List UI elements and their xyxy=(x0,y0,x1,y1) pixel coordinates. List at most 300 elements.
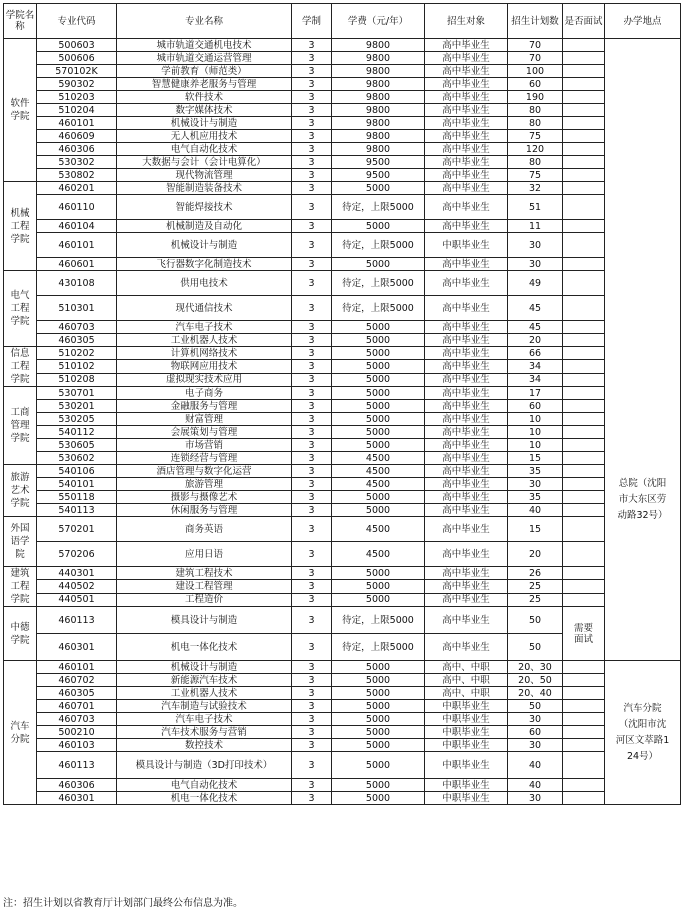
interview-cell xyxy=(563,517,605,542)
major-code: 460103 xyxy=(37,739,117,752)
study-years: 3 xyxy=(292,117,332,130)
interview-cell xyxy=(563,347,605,360)
table-row xyxy=(4,687,681,700)
interview-cell xyxy=(563,700,605,713)
enrollment-target: 中职毕业生 xyxy=(425,713,508,726)
enrollment-target: 高中毕业生 xyxy=(425,182,508,195)
major-code: 590302 xyxy=(37,78,117,91)
major-code: 510202 xyxy=(37,347,117,360)
table-row xyxy=(4,752,681,779)
major-code: 530302 xyxy=(37,156,117,169)
table-row xyxy=(4,220,681,233)
tuition-fee: 4500 xyxy=(332,517,425,542)
interview-cell xyxy=(563,321,605,334)
major-code: 460101 xyxy=(37,117,117,130)
interview-cell xyxy=(563,117,605,130)
tuition-fee: 5000 xyxy=(332,700,425,713)
enrollment-target: 高中毕业生 xyxy=(425,39,508,52)
major-code: 540113 xyxy=(37,504,117,517)
study-years: 3 xyxy=(292,360,332,373)
tuition-fee: 9800 xyxy=(332,39,425,52)
interview-cell xyxy=(563,258,605,271)
plan-count: 120 xyxy=(508,143,563,156)
major-code: 540112 xyxy=(37,426,117,439)
interview-cell xyxy=(563,387,605,400)
tuition-fee: 5000 xyxy=(332,426,425,439)
major-code: 540101 xyxy=(37,478,117,491)
table-row xyxy=(4,91,681,104)
table-row xyxy=(4,713,681,726)
major-code: 510102 xyxy=(37,360,117,373)
major-name: 城市轨道交通运营管理 xyxy=(117,52,292,65)
enrollment-target: 高中毕业生 xyxy=(425,593,508,606)
study-years: 3 xyxy=(292,169,332,182)
table-row xyxy=(4,739,681,752)
tuition-fee: 5000 xyxy=(332,504,425,517)
interview-cell xyxy=(563,580,605,593)
plan-count: 100 xyxy=(508,65,563,78)
major-name: 数字媒体技术 xyxy=(117,104,292,117)
college-label: 汽车分院 xyxy=(10,720,30,745)
enrollment-target: 高中毕业生 xyxy=(425,517,508,542)
table-row xyxy=(4,491,681,504)
major-name: 无人机应用技术 xyxy=(117,130,292,143)
college-name xyxy=(4,271,37,347)
tuition-fee: 5000 xyxy=(332,439,425,452)
study-years: 3 xyxy=(292,779,332,792)
tuition-fee: 5000 xyxy=(332,674,425,687)
header-cell: 是否面试 xyxy=(563,4,605,39)
enrollment-target: 高中毕业生 xyxy=(425,373,508,386)
college-name xyxy=(4,567,37,607)
major-name: 汽车技术服务与营销 xyxy=(117,726,292,739)
study-years: 3 xyxy=(292,39,332,52)
enrollment-target: 高中毕业生 xyxy=(425,413,508,426)
enrollment-target: 高中毕业生 xyxy=(425,130,508,143)
major-code: 460703 xyxy=(37,321,117,334)
college-name xyxy=(4,387,37,465)
enrollment-target: 中职毕业生 xyxy=(425,233,508,258)
tuition-fee: 5000 xyxy=(332,334,425,347)
study-years: 3 xyxy=(292,334,332,347)
major-code: 460609 xyxy=(37,130,117,143)
study-years: 3 xyxy=(292,156,332,169)
enrollment-target: 中职毕业生 xyxy=(425,726,508,739)
header-cell: 招生对象 xyxy=(425,4,508,39)
major-code: 550118 xyxy=(37,491,117,504)
college-name xyxy=(4,517,37,567)
table-row xyxy=(4,400,681,413)
study-years: 3 xyxy=(292,400,332,413)
college-label: 外国语学院 xyxy=(10,523,30,560)
major-code: 460101 xyxy=(37,233,117,258)
plan-count: 30 xyxy=(508,478,563,491)
college-label: 信息工程学院 xyxy=(10,348,30,385)
study-years: 3 xyxy=(292,78,332,91)
major-code: 460301 xyxy=(37,634,117,661)
study-years: 3 xyxy=(292,478,332,491)
plan-count: 11 xyxy=(508,220,563,233)
interview-cell xyxy=(563,39,605,52)
study-years: 3 xyxy=(292,504,332,517)
table-row xyxy=(4,271,681,296)
study-years: 3 xyxy=(292,271,332,296)
enrollment-target: 高中、中职 xyxy=(425,661,508,674)
tuition-fee: 5000 xyxy=(332,413,425,426)
major-name: 供用电技术 xyxy=(117,271,292,296)
major-code: 460110 xyxy=(37,195,117,220)
enrollment-target: 中职毕业生 xyxy=(425,792,508,805)
plan-count: 45 xyxy=(508,296,563,321)
major-code: 460113 xyxy=(37,607,117,634)
study-years: 3 xyxy=(292,580,332,593)
enrollment-target: 高中毕业生 xyxy=(425,491,508,504)
major-code: 440501 xyxy=(37,593,117,606)
college-label: 机械工程学院 xyxy=(10,207,30,245)
college-label: 工商管理学院 xyxy=(10,407,30,444)
college-label: 软件学院 xyxy=(10,98,30,122)
tuition-fee: 待定，上限5000 xyxy=(332,195,425,220)
table-row xyxy=(4,258,681,271)
major-name: 应用日语 xyxy=(117,542,292,567)
interview-cell xyxy=(563,687,605,700)
enrollment-target: 高中毕业生 xyxy=(425,426,508,439)
tuition-fee: 5000 xyxy=(332,373,425,386)
plan-count: 30 xyxy=(508,233,563,258)
college-name xyxy=(4,661,37,805)
interview-cell xyxy=(563,195,605,220)
tuition-fee: 5000 xyxy=(332,258,425,271)
study-years: 3 xyxy=(292,347,332,360)
major-name: 新能源汽车技术 xyxy=(117,674,292,687)
study-years: 3 xyxy=(292,439,332,452)
table-row xyxy=(4,792,681,805)
study-years: 3 xyxy=(292,220,332,233)
major-name: 汽车制造与试验技术 xyxy=(117,700,292,713)
plan-count: 20、50 xyxy=(508,674,563,687)
plan-count: 34 xyxy=(508,373,563,386)
enrollment-target: 高中毕业生 xyxy=(425,360,508,373)
table-row xyxy=(4,233,681,258)
plan-count: 10 xyxy=(508,439,563,452)
major-name: 机械设计与制造 xyxy=(117,661,292,674)
header-row xyxy=(4,4,681,39)
major-code: 440301 xyxy=(37,567,117,580)
major-name: 工业机器人技术 xyxy=(117,334,292,347)
interview-cell xyxy=(563,792,605,805)
study-years: 3 xyxy=(292,321,332,334)
header-cell: 专业名称 xyxy=(117,4,292,39)
study-years: 3 xyxy=(292,567,332,580)
enrollment-target: 高中毕业生 xyxy=(425,478,508,491)
major-name: 建设工程管理 xyxy=(117,580,292,593)
major-name: 飞行器数字化制造技术 xyxy=(117,258,292,271)
plan-count: 20、30 xyxy=(508,661,563,674)
major-name: 财富管理 xyxy=(117,413,292,426)
tuition-fee: 待定，上限5000 xyxy=(332,271,425,296)
college-name xyxy=(4,607,37,661)
tuition-fee: 9500 xyxy=(332,169,425,182)
interview-cell xyxy=(563,296,605,321)
plan-count: 26 xyxy=(508,567,563,580)
plan-count: 50 xyxy=(508,607,563,634)
major-name: 酒店管理与数字化运营 xyxy=(117,465,292,478)
interview-cell xyxy=(563,661,605,674)
major-code: 510301 xyxy=(37,296,117,321)
enrollment-target: 高中毕业生 xyxy=(425,607,508,634)
enrollment-target: 高中毕业生 xyxy=(425,567,508,580)
interview-cell xyxy=(563,465,605,478)
interview-label: 需要面试 xyxy=(573,622,593,645)
plan-count: 51 xyxy=(508,195,563,220)
major-name: 电气自动化技术 xyxy=(117,779,292,792)
study-years: 3 xyxy=(292,182,332,195)
major-name: 数控技术 xyxy=(117,739,292,752)
tuition-fee: 5000 xyxy=(332,580,425,593)
enrollment-target: 高中毕业生 xyxy=(425,334,508,347)
table-body xyxy=(4,39,681,805)
tuition-fee: 5000 xyxy=(332,713,425,726)
major-name: 工程造价 xyxy=(117,593,292,606)
plan-count: 34 xyxy=(508,360,563,373)
interview-cell xyxy=(563,91,605,104)
major-name: 摄影与摄像艺术 xyxy=(117,491,292,504)
tuition-fee: 5000 xyxy=(332,593,425,606)
study-years: 3 xyxy=(292,387,332,400)
enrollment-target: 中职毕业生 xyxy=(425,779,508,792)
major-code: 460301 xyxy=(37,792,117,805)
major-code: 570102K xyxy=(37,65,117,78)
study-years: 3 xyxy=(292,258,332,271)
enrollment-target: 高中毕业生 xyxy=(425,452,508,465)
enrollment-target: 高中毕业生 xyxy=(425,504,508,517)
major-code: 540106 xyxy=(37,465,117,478)
plan-count: 15 xyxy=(508,517,563,542)
table-row xyxy=(4,182,681,195)
major-name: 机械设计与制造 xyxy=(117,233,292,258)
major-code: 530201 xyxy=(37,400,117,413)
enrollment-target: 高中毕业生 xyxy=(425,117,508,130)
interview-cell xyxy=(563,373,605,386)
college-label: 建筑工程学院 xyxy=(10,568,30,605)
major-name: 商务英语 xyxy=(117,517,292,542)
major-name: 城市轨道交通机电技术 xyxy=(117,39,292,52)
table-row xyxy=(4,452,681,465)
interview-cell xyxy=(563,52,605,65)
study-years: 3 xyxy=(292,517,332,542)
enrollment-target: 高中毕业生 xyxy=(425,156,508,169)
tuition-fee: 9800 xyxy=(332,78,425,91)
study-years: 3 xyxy=(292,661,332,674)
plan-count: 80 xyxy=(508,156,563,169)
interview-cell xyxy=(563,739,605,752)
major-name: 学前教育（师范类） xyxy=(117,65,292,78)
major-name: 连锁经营与管理 xyxy=(117,452,292,465)
enrollment-target: 高中毕业生 xyxy=(425,169,508,182)
table-row xyxy=(4,517,681,542)
plan-count: 190 xyxy=(508,91,563,104)
tuition-fee: 9800 xyxy=(332,52,425,65)
study-years: 3 xyxy=(292,104,332,117)
table-row xyxy=(4,726,681,739)
interview-cell xyxy=(563,452,605,465)
major-name: 计算机网络技术 xyxy=(117,347,292,360)
table-row xyxy=(4,674,681,687)
tuition-fee: 5000 xyxy=(332,360,425,373)
plan-count: 15 xyxy=(508,452,563,465)
enrollment-target: 高中毕业生 xyxy=(425,271,508,296)
major-code: 530205 xyxy=(37,413,117,426)
tuition-fee: 5000 xyxy=(332,387,425,400)
plan-count: 70 xyxy=(508,52,563,65)
table-row xyxy=(4,143,681,156)
enrollment-target: 高中毕业生 xyxy=(425,400,508,413)
plan-count: 70 xyxy=(508,39,563,52)
location-main-label: 总院（沈阳市大东区劳动路32号） xyxy=(617,477,668,521)
interview-cell xyxy=(563,104,605,117)
major-code: 460101 xyxy=(37,661,117,674)
study-years: 3 xyxy=(292,713,332,726)
major-code: 530605 xyxy=(37,439,117,452)
major-name: 物联网应用技术 xyxy=(117,360,292,373)
tuition-fee: 9800 xyxy=(332,130,425,143)
college-name xyxy=(4,465,37,517)
college-name xyxy=(4,39,37,182)
major-name: 电子商务 xyxy=(117,387,292,400)
major-name: 金融服务与管理 xyxy=(117,400,292,413)
major-code: 440502 xyxy=(37,580,117,593)
enrollment-target: 高中毕业生 xyxy=(425,65,508,78)
major-name: 汽车电子技术 xyxy=(117,321,292,334)
interview-cell xyxy=(563,413,605,426)
table-row xyxy=(4,117,681,130)
study-years: 3 xyxy=(292,130,332,143)
interview-cell xyxy=(563,439,605,452)
tuition-fee: 5000 xyxy=(332,739,425,752)
table-row xyxy=(4,607,681,634)
header-cell: 学制 xyxy=(292,4,332,39)
study-years: 3 xyxy=(292,195,332,220)
major-name: 机械制造及自动化 xyxy=(117,220,292,233)
table-row xyxy=(4,65,681,78)
major-code: 500210 xyxy=(37,726,117,739)
study-years: 3 xyxy=(292,634,332,661)
table-row xyxy=(4,465,681,478)
major-code: 430108 xyxy=(37,271,117,296)
major-code: 530802 xyxy=(37,169,117,182)
enrollment-target: 高中毕业生 xyxy=(425,52,508,65)
enrollment-target: 高中、中职 xyxy=(425,687,508,700)
table-row xyxy=(4,78,681,91)
study-years: 3 xyxy=(292,700,332,713)
plan-count: 35 xyxy=(508,465,563,478)
study-years: 3 xyxy=(292,465,332,478)
enrollment-target: 高中毕业生 xyxy=(425,104,508,117)
header-cell: 办学地点 xyxy=(605,4,681,39)
major-code: 530602 xyxy=(37,452,117,465)
enrollment-target: 高中毕业生 xyxy=(425,296,508,321)
interview-cell xyxy=(563,593,605,606)
study-years: 3 xyxy=(292,233,332,258)
major-code: 530701 xyxy=(37,387,117,400)
study-years: 3 xyxy=(292,491,332,504)
tuition-fee: 5000 xyxy=(332,779,425,792)
location-auto xyxy=(605,661,681,805)
interview-cell xyxy=(563,567,605,580)
plan-count: 10 xyxy=(508,426,563,439)
major-name: 会展策划与管理 xyxy=(117,426,292,439)
tuition-fee: 9800 xyxy=(332,143,425,156)
enrollment-target: 高中、中职 xyxy=(425,674,508,687)
tuition-fee: 5000 xyxy=(332,321,425,334)
college-label: 旅游艺术学院 xyxy=(10,472,30,509)
plan-count: 75 xyxy=(508,130,563,143)
table-row xyxy=(4,567,681,580)
plan-count: 25 xyxy=(508,593,563,606)
major-name: 现代物流管理 xyxy=(117,169,292,182)
major-name: 机械设计与制造 xyxy=(117,117,292,130)
header-cell: 专业代码 xyxy=(37,4,117,39)
table-row xyxy=(4,156,681,169)
table-row xyxy=(4,426,681,439)
study-years: 3 xyxy=(292,52,332,65)
major-name: 现代通信技术 xyxy=(117,296,292,321)
plan-count: 30 xyxy=(508,258,563,271)
plan-count: 60 xyxy=(508,726,563,739)
table-row xyxy=(4,504,681,517)
tuition-fee: 5000 xyxy=(332,726,425,739)
plan-count: 50 xyxy=(508,634,563,661)
study-years: 3 xyxy=(292,373,332,386)
enrollment-target: 高中毕业生 xyxy=(425,195,508,220)
plan-count: 50 xyxy=(508,700,563,713)
study-years: 3 xyxy=(292,674,332,687)
plan-count: 40 xyxy=(508,504,563,517)
major-name: 智慧健康养老服务与管理 xyxy=(117,78,292,91)
study-years: 3 xyxy=(292,687,332,700)
header-cell: 学费（元/年） xyxy=(332,4,425,39)
tuition-fee: 9800 xyxy=(332,104,425,117)
major-code: 510204 xyxy=(37,104,117,117)
table-row xyxy=(4,52,681,65)
major-code: 460306 xyxy=(37,143,117,156)
header-cell: 学院名称 xyxy=(4,4,37,39)
table-row xyxy=(4,104,681,117)
tuition-fee: 5000 xyxy=(332,347,425,360)
major-code: 460113 xyxy=(37,752,117,779)
interview-cell xyxy=(563,78,605,91)
enrollment-target: 高中毕业生 xyxy=(425,321,508,334)
interview-cell xyxy=(563,360,605,373)
plan-count: 60 xyxy=(508,400,563,413)
interview-cell xyxy=(563,65,605,78)
major-name: 虚拟现实技术应用 xyxy=(117,373,292,386)
major-code: 460702 xyxy=(37,674,117,687)
interview-cell xyxy=(563,130,605,143)
tuition-fee: 9800 xyxy=(332,91,425,104)
plan-count: 75 xyxy=(508,169,563,182)
table-row xyxy=(4,360,681,373)
table-row xyxy=(4,439,681,452)
tuition-fee: 5000 xyxy=(332,491,425,504)
interview-cell xyxy=(563,182,605,195)
table-row xyxy=(4,661,681,674)
tuition-fee: 待定，上限5000 xyxy=(332,607,425,634)
enrollment-table xyxy=(3,3,681,805)
study-years: 3 xyxy=(292,143,332,156)
study-years: 3 xyxy=(292,91,332,104)
tuition-fee: 9500 xyxy=(332,156,425,169)
